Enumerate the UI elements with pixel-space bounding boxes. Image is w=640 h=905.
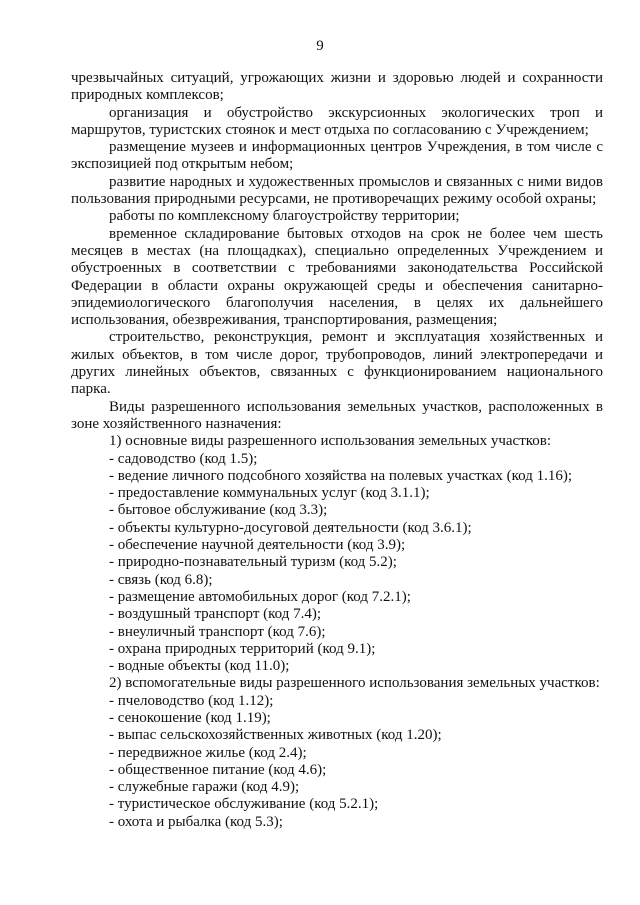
- list-item: - пчеловодство (код 1.12);: [109, 692, 274, 709]
- page-number: 9: [316, 38, 324, 54]
- list-item: - садоводство (код 1.5);: [109, 450, 258, 467]
- list-item: - выпас сельскохозяйственных животных (код 1.20);: [109, 727, 442, 744]
- list-item: - объекты культурно-досуговой деятельности (код 3.6.1);: [109, 519, 472, 536]
- list-item: - обеспечение научной деятельности (код 3.9);: [109, 537, 406, 554]
- list-item: - ведение личного подсобного хозяйства на полевых участках (код 1.16);: [109, 467, 573, 484]
- paragraph-crafts: развитие народных и художественных промыслов и связанных с ними видов пользования природными ресурсами, не противоречащих режиму особой охраны;: [71, 173, 603, 208]
- list-item: - бытовое обслуживание (код 3.3);: [109, 502, 328, 519]
- paragraph-museums: размещение музеев и информационных центров Учреждения, в том числе с экспозицией под открытым небом;: [71, 139, 603, 173]
- auxiliary-uses-list: [71, 693, 603, 831]
- list-item: - передвижное жилье (код 2.4);: [109, 744, 307, 761]
- list-item: - охрана природных территорий (код 9.1);: [109, 640, 376, 657]
- list-item: - предоставление коммунальных услуг (код 3.1.1);: [109, 485, 430, 502]
- list-item: - природно-познавательный туризм (код 5.2);: [109, 554, 397, 571]
- list-item: - размещение автомобильных дорог (код 7.2.1);: [109, 588, 411, 605]
- list-item: - водные объекты (код 11.0);: [109, 658, 290, 675]
- list-item: - внеуличный транспорт (код 7.6);: [109, 623, 326, 640]
- paragraph-land-use-types: Виды разрешенного использования земельных участков, расположенных в зоне хозяйственного назначения:: [71, 398, 603, 432]
- auxiliary-uses-heading: 2) вспомогательные виды разрешенного использования земельных участков:: [109, 675, 600, 692]
- list-item: - охота и рыбалка (код 5.3);: [109, 813, 283, 830]
- paragraph-continuation: чрезвычайных ситуаций, угрожающих жизни и здоровью людей и сохранности природных комплексов;: [71, 70, 603, 104]
- list-item: - связь (код 6.8);: [109, 571, 213, 588]
- list-item: - общественное питание (код 4.6);: [109, 761, 327, 778]
- list-item: - туристическое обслуживание (код 5.2.1);: [109, 796, 379, 813]
- main-uses-list: [71, 451, 603, 676]
- paragraph-eco-trails: организация и обустройство экскурсионных экологических троп и маршрутов, туристских стоянок и мест отдыха по согласованию с Учреждением;: [71, 104, 603, 138]
- paragraph-construction: строительство, реконструкция, ремонт и эксплуатация хозяйственных и жилых объектов, в том числе дорог, трубопроводов, линий электропередачи и других линейных объектов, связанных с функционированием национального парка.: [71, 329, 603, 398]
- list-item: - воздушный транспорт (код 7.4);: [109, 606, 322, 623]
- paragraph-waste-storage: временное складирование бытовых отходов на срок не более чем шесть месяцев в местах (на площадках), специально определенных Учреждением и обустроенных в соответствии с требованиями законодательства Российской Федерации в области охраны окружающей среды и обеспечения санитарно-эпидемиологического благополучия населения, в целях их дальнейшего использования, обезвреживания, транспортирования, размещения;: [71, 225, 603, 329]
- list-item: - сенокошение (код 1.19);: [109, 709, 271, 726]
- paragraph-landscaping: работы по комплексному благоустройству территории;: [109, 208, 460, 225]
- main-uses-heading: 1) основные виды разрешенного использования земельных участков:: [109, 433, 552, 450]
- document-body: [71, 70, 603, 831]
- list-item: - служебные гаражи (код 4.9);: [109, 779, 300, 796]
